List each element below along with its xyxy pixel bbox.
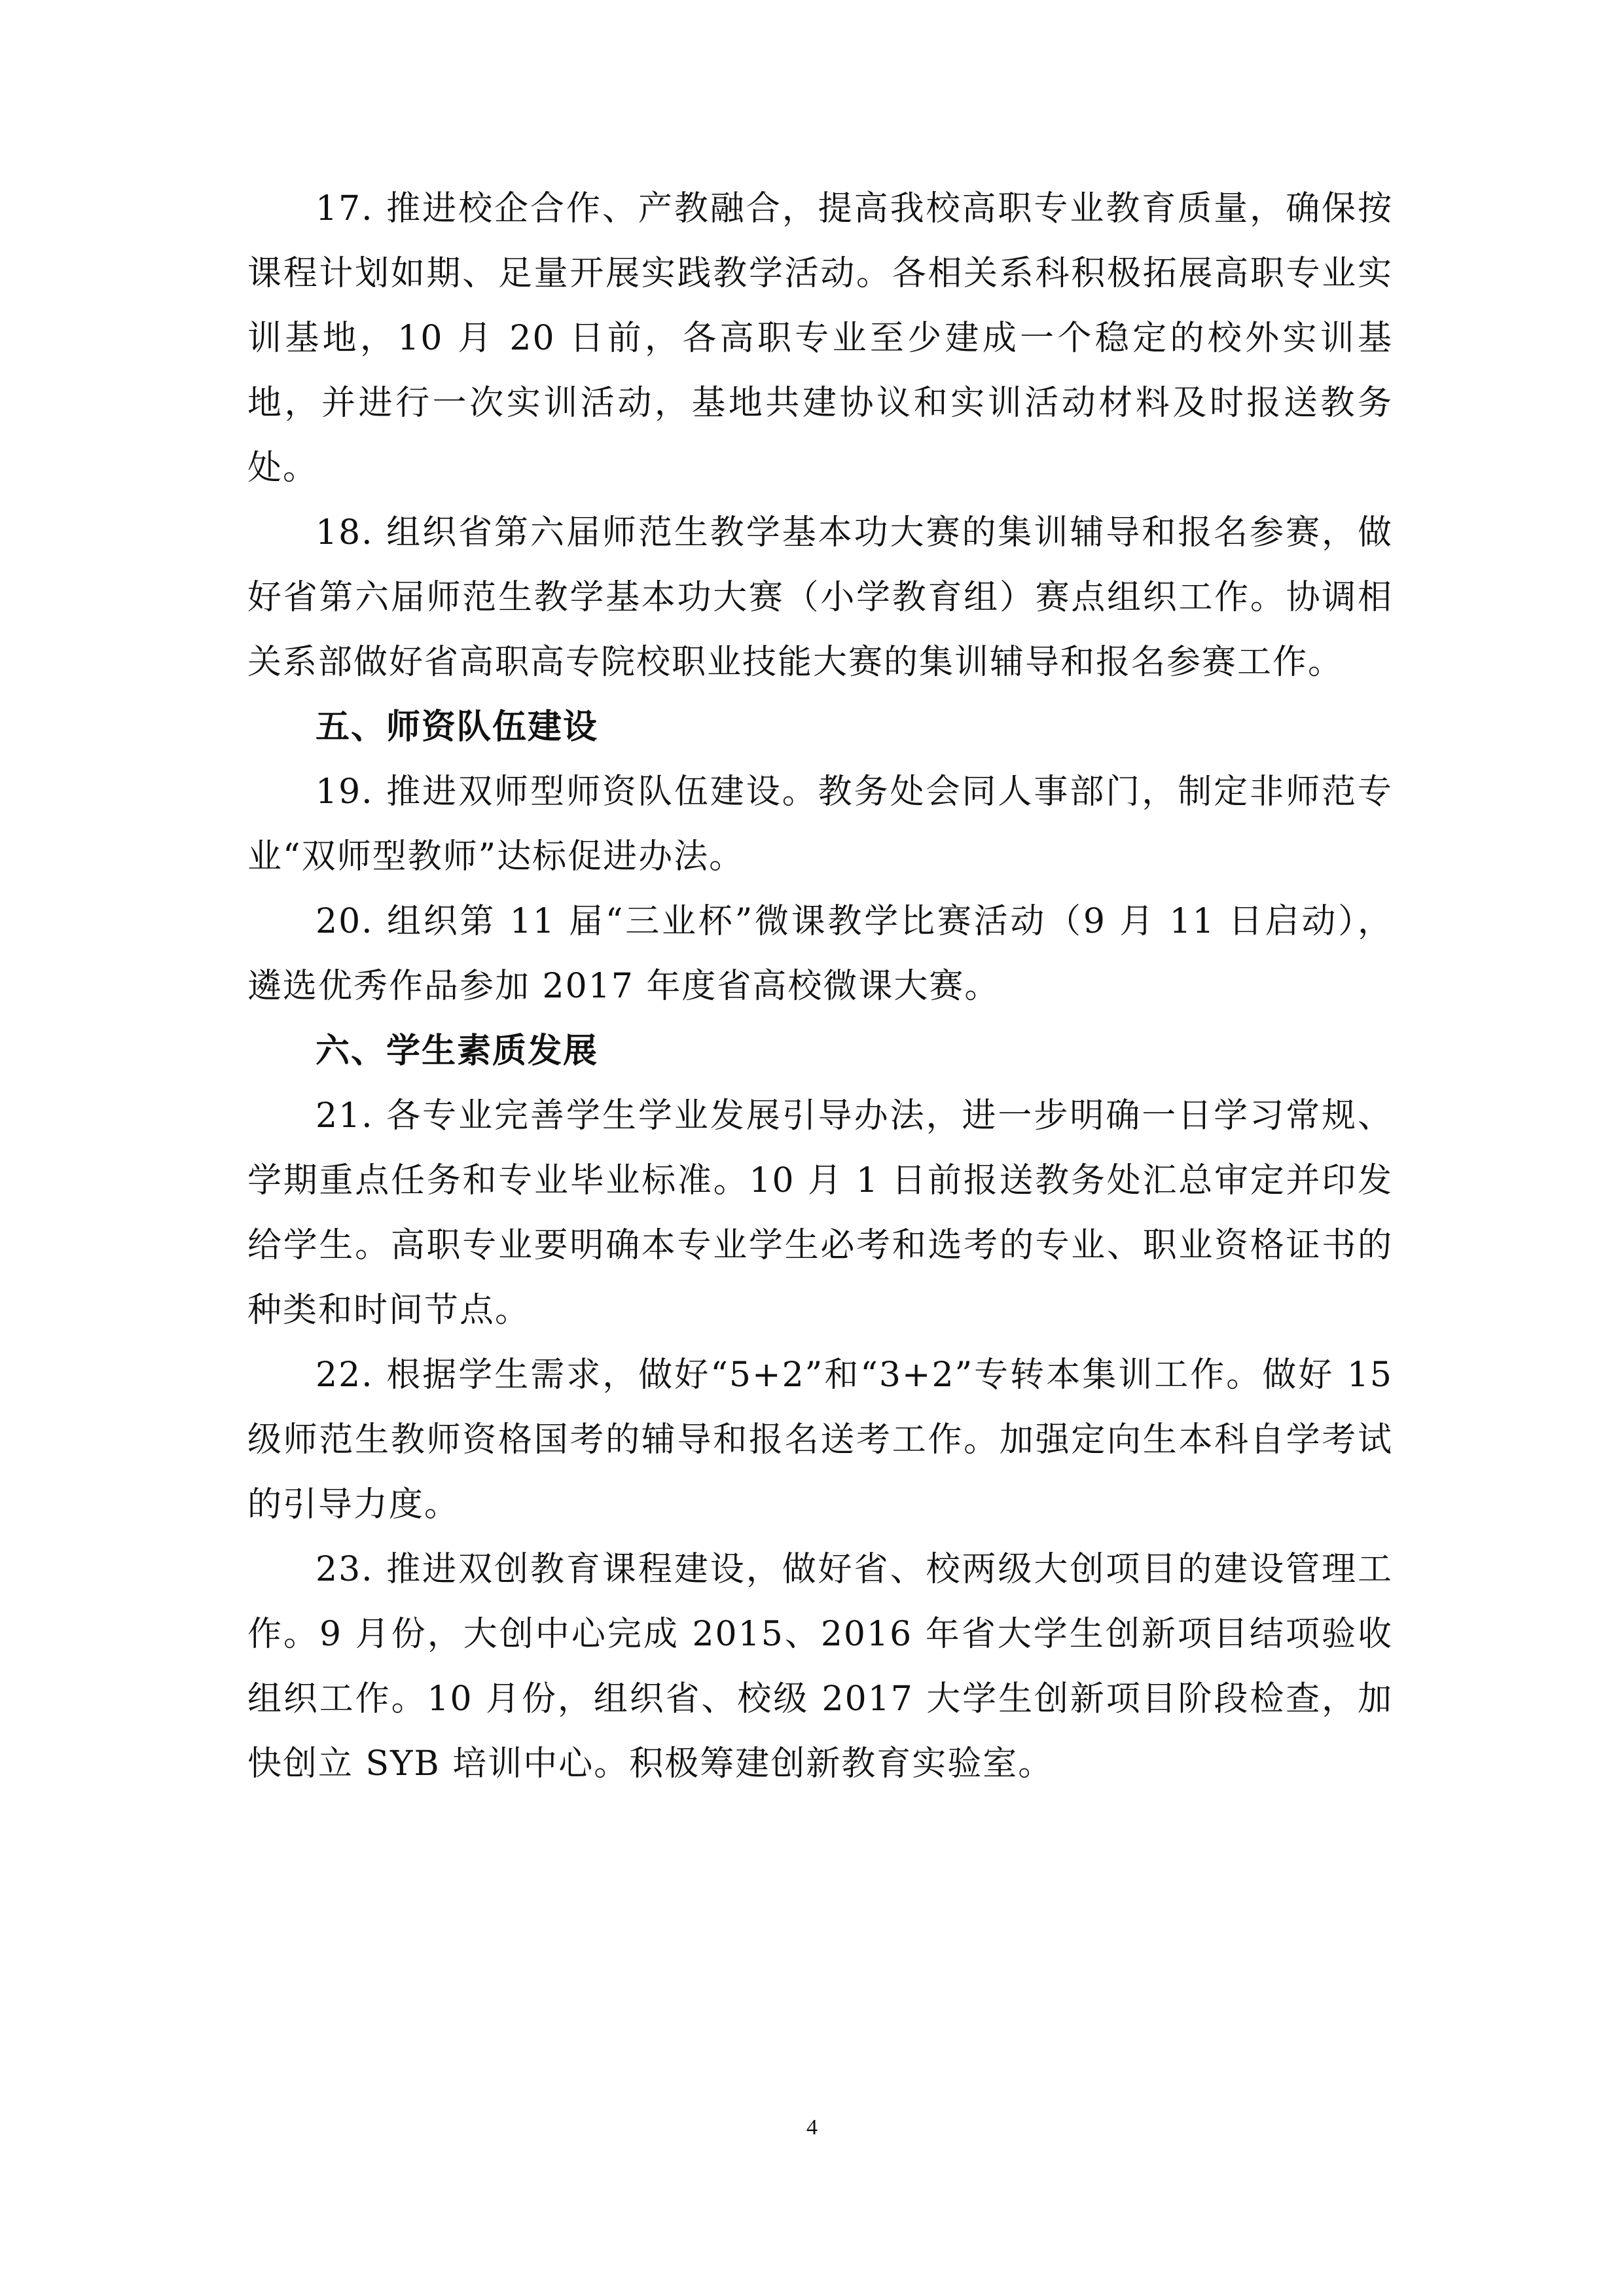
paragraph-21: 21. 各专业完善学生学业发展引导办法，进一步明确一日学习常规、学期重点任务和专业毕业标准。10 月 1 日前报送教务处汇总审定并印发给学生。高职专业要明确本专业学生必考和选考的专业、职业资格证书的种类和时间节点。 <box>247 1096 1393 1330</box>
paragraph-18: 18. 组织省第六届师范生教学基本功大赛的集训辅导和报名参赛，做好省第六届师范生教学基本功大赛（小学教育组）赛点组织工作。协调相关系部做好省高职高专院校职业技能大赛的集训辅导和报名参赛工作。 <box>247 513 1393 682</box>
paragraph-23: 23. 推进双创教育课程建设，做好省、校两级大创项目的建设管理工作。9 月份，大创中心完成 2015、2016 年省大学生创新项目结项验收组织工作。10 月份，组织省、校级 2017 大学生创新项目阶段检查，加快创立 SYB 培训中心。积极筹建创新教育实验室。 <box>247 1550 1393 1784</box>
paragraph-20: 20. 组织第 11 届“三业杯”微课教学比赛活动（9 月 11 日启动），遴选优秀作品参加 2017 年度省高校微课大赛。 <box>247 902 1393 1006</box>
page-number: 4 <box>806 2115 818 2140</box>
paragraph-19: 19. 推进双师型师资队伍建设。教务处会同人事部门，制定非师范专业“双师型教师”达标促进办法。 <box>247 772 1393 876</box>
section-heading-faculty: 五、师资队伍建设 <box>316 708 599 747</box>
section-heading-student-development: 六、学生素质发展 <box>316 1031 599 1071</box>
paragraph-22: 22. 根据学生需求，做好“5+2”和“3+2”专转本集训工作。做好 15 级师范生教师资格国考的辅导和报名送考工作。加强定向生本科自学考试的引导力度。 <box>247 1355 1393 1524</box>
document-body <box>247 177 1393 1797</box>
paragraph-17: 17. 推进校企合作、产教融合，提高我校高职专业教育质量，确保按课程计划如期、足量开展实践教学活动。各相关系科积极拓展高职专业实训基地，10 月 20 日前，各高职专业至少建成一个稳定的校外实训基地，并进行一次实训活动，基地共建协议和实训活动材料及时报送教务处。 <box>247 189 1393 488</box>
